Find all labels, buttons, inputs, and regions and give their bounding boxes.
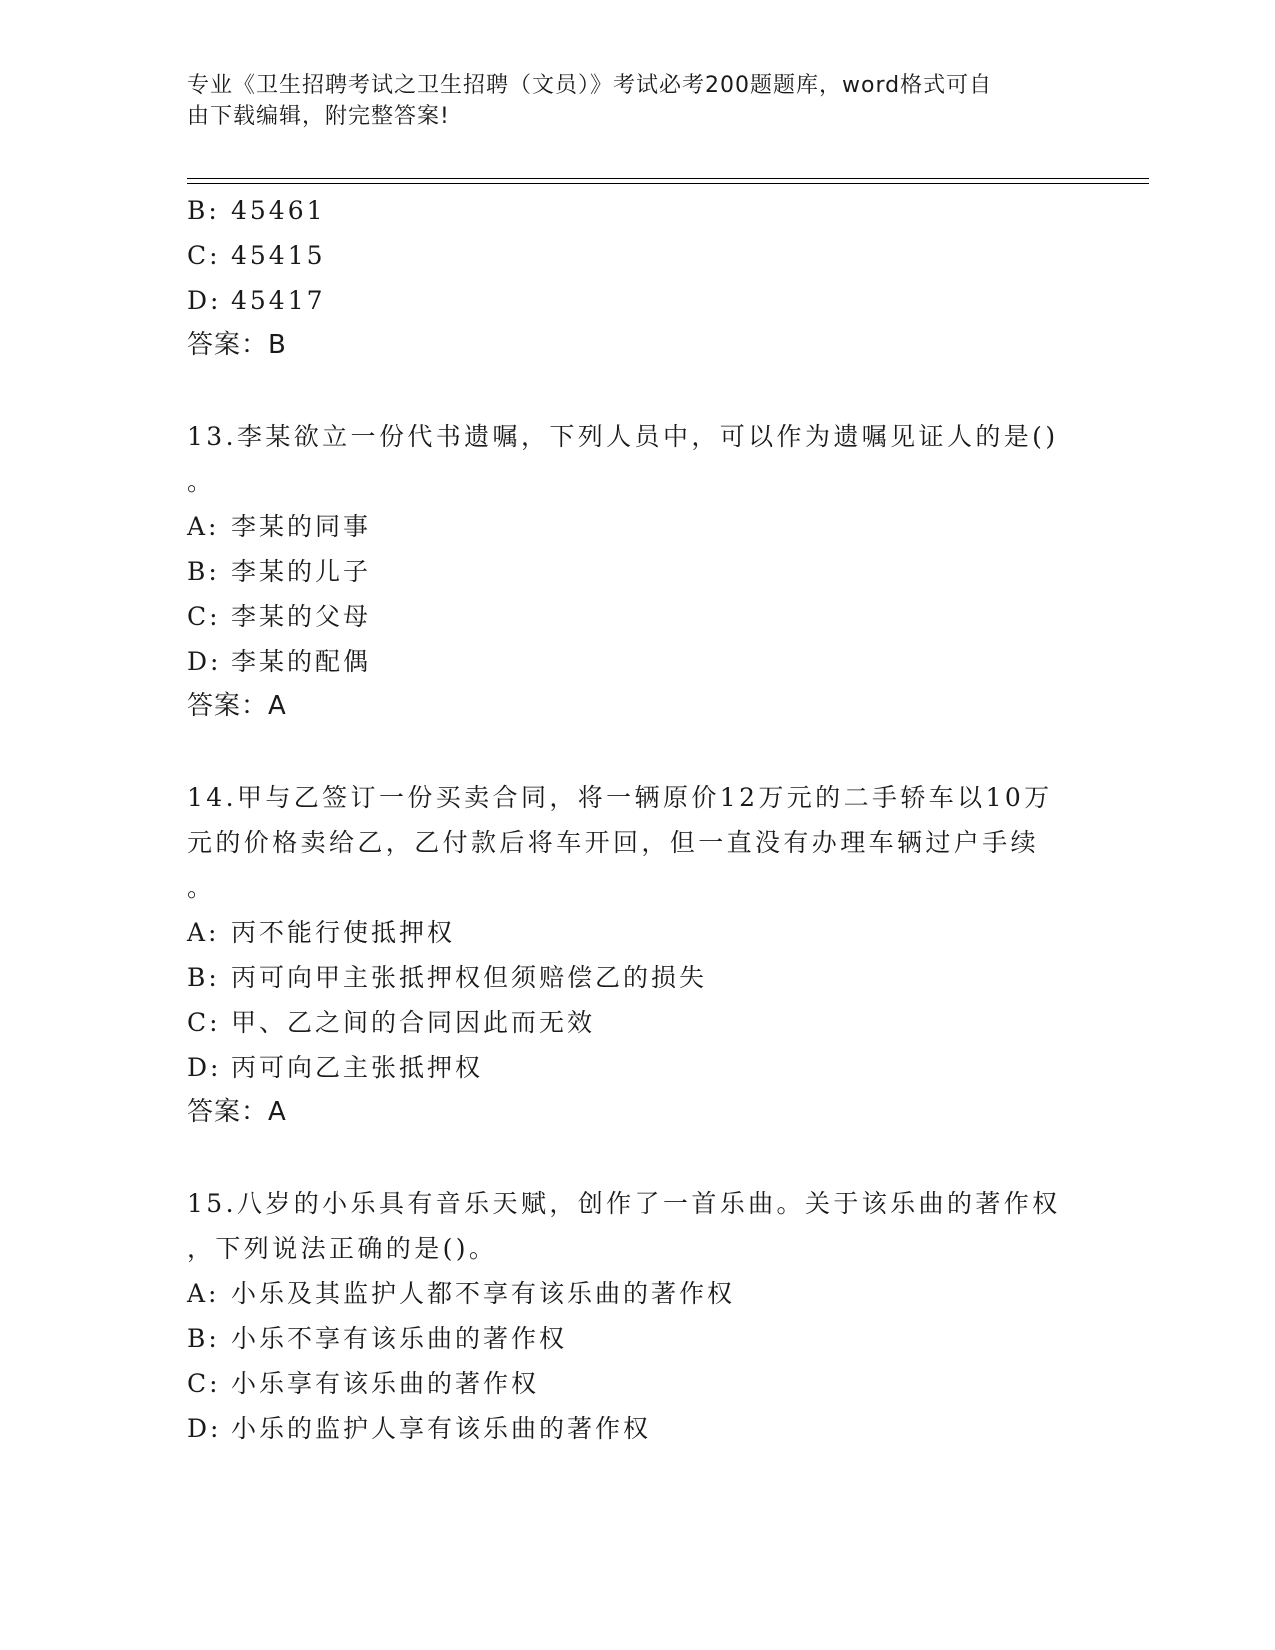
answer-line: 答案：B	[187, 330, 287, 360]
option-a: A: 李某的同事	[187, 512, 372, 541]
question-text-line: 13.李某欲立一份代书遗嘱，下列人员中，可以作为遗嘱见证人的是()	[187, 422, 1059, 451]
header-line-2: 由下载编辑，附完整答案!	[187, 104, 450, 129]
option-a: A: 小乐及其监护人都不享有该乐曲的著作权	[187, 1279, 736, 1308]
answer-line: 答案：A	[187, 1097, 287, 1127]
question-text-line: 14.甲与乙签订一份买卖合同，将一辆原价12万元的二手轿车以10万	[187, 783, 1053, 812]
header-double-rule	[187, 178, 1149, 184]
question-text-line: 元的价格卖给乙，乙付款后将车开回，但一直没有办理车辆过户手续	[187, 828, 1040, 857]
option-b: B: 45461	[187, 196, 326, 225]
option-b: B: 小乐不享有该乐曲的著作权	[187, 1324, 568, 1353]
question-14	[187, 775, 1147, 1135]
option-c: C: 甲、乙之间的合同因此而无效	[187, 1008, 596, 1037]
option-d: D: 李某的配偶	[187, 647, 372, 676]
option-b: B: 李某的儿子	[187, 557, 372, 586]
question-list	[187, 188, 1147, 1451]
document-header	[187, 70, 1067, 132]
header-line-1: 专业《卫生招聘考试之卫生招聘（文员）》考试必考200题题库，word格式可自	[187, 73, 993, 98]
question-text-line: 。	[187, 873, 216, 902]
answer-line: 答案：A	[187, 691, 287, 721]
question-text-line: ，下列说法正确的是()。	[187, 1234, 498, 1263]
option-d: D: 小乐的监护人享有该乐曲的著作权	[187, 1414, 652, 1443]
question-text	[187, 775, 1067, 910]
option-b: B: 丙可向甲主张抵押权但须赔偿乙的损失	[187, 963, 708, 992]
question-13	[187, 414, 1147, 729]
question-15	[187, 1181, 1147, 1451]
question-text-line: 。	[187, 467, 216, 496]
question-text-line: 15.八岁的小乐具有音乐天赋，创作了一首乐曲。关于该乐曲的著作权	[187, 1189, 1061, 1218]
question-text	[187, 1181, 1067, 1271]
option-c: C: 45415	[187, 241, 326, 270]
option-c: C: 小乐享有该乐曲的著作权	[187, 1369, 540, 1398]
option-d: D: 45417	[187, 286, 326, 315]
question-text	[187, 414, 1067, 504]
document-page	[187, 70, 1147, 1443]
option-a: A: 丙不能行使抵押权	[187, 918, 456, 947]
option-d: D: 丙可向乙主张抵押权	[187, 1053, 484, 1082]
option-c: C: 李某的父母	[187, 602, 372, 631]
question-12	[187, 188, 1147, 368]
